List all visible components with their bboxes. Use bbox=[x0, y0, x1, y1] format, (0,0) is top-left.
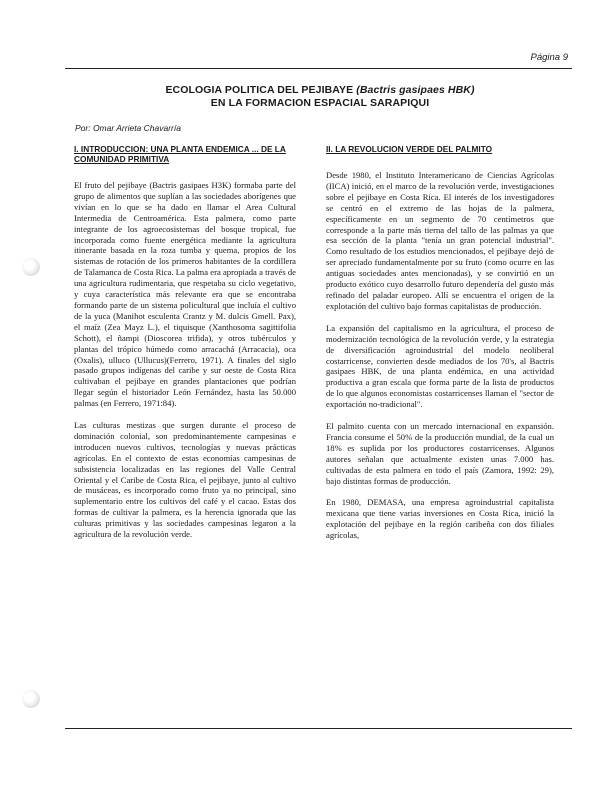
title-scientific-name: (Bactris gasipaes HBK) bbox=[356, 84, 475, 96]
paragraph: Desde 1980, el Instituto Interamericano de Ciencias Agrícolas (IICA) inició, en el marco de la revolución verde, investigaciones sobre el pejibaye en Costa Rica. El interés de los investigadores se centró en el extremo de las hojas de la palmera, específicamente en un segmento de 70 centímetros que corresponde a la parte más tierna del tallo de las palmas ya que esa sección de la planta "tenía un gran potencial industrial". Como resultado de los estudios mencionados, el pejibaye dejó de ser apreciado fundamentalmente por su fruto (como ocurre en las antiguas sociedades antes mencionadas), y se convirtió en un producto exótico cuyo desarrollo futuro dependería del gusto más refinado del paladar europeo. Allí se encuentra el origen de la explotación del cultivo bajo formas capitalistas de producción. bbox=[326, 170, 554, 311]
section-heading-2: II. LA REVOLUCION VERDE DEL PALMITO bbox=[326, 144, 493, 154]
paragraph: Las culturas mestizas que surgen durante el proceso de dominación colonial, son predominantemente campesinas e introducen nuevos cultivos, tecnologías y nuevas prácticas agrícolas. En el contexto de estas economías campesinas de subsistencia localizadas en las regiones del Valle Central Oriental y el Caribe de Costa Rica, el pejibaye, junto al cultivo de musáceas, es incorporado como fruto ya no principal, sino suplementario entre los cultivos del café y el cacao. Estas dos formas de cultivar la palmera, es la herencia ignorada que las culturas primitivas y las sociedades campesinas legaron a la agricultura de la revolución verde. bbox=[74, 420, 296, 540]
left-column bbox=[74, 144, 296, 551]
author-byline: Por: Omar Arrieta Chavarría bbox=[75, 123, 181, 133]
paragraph: El fruto del pejibaye (Bactris gasipaes H3K) formaba parte del grupo de alimentos que suplían a las sociedades aborígenes que vivían en lo que se ha dado en llamar el Area Cultural Intermedia de Centroamérica. Esta palmera, como parte integrante de los agroecosistemas del bosque tropical, fue incorporada como fuente energética mediante la agricultura itinerante basada en la roza tumba y quema, propios de los sistemas de rotación de los primeros habitantes de la cordillera de Talamanca de Costa Rica. La palma era apropiada a través de una agricultura rudimentaria, que respetaba su ciclo vegetativo, y cuya característica más relevante era que se encontraba formando parte de un sistema policultural que incluía el cultivo de la yuca (Manihot esculenta Crantz y M. dulcis Gmell. Pax), el maíz (Zea Mayz L.), el tiquisque (Xanthosoma sagittifolia Schott), el ñampi (Dioscorea trifida), y otros tubérculos y plantas del trópico húmedo como arracachá (Arracacia), oca (Oxalis), ulluco (Ullucus)(Ferrero, 1971). A finales del siglo pasado grupos indígenas del caribe y sur oeste de Costa Rica cultivaban el pejibaye en grandes plantaciones que podrían llegar según el historiador León Fernández, hasta las 50.000 palmas (en Ferrero, 1971:84). bbox=[74, 180, 296, 409]
section-heading-1: I. INTRODUCCION: UNA PLANTA ENDEMICA ... DE LA COMUNIDAD PRIMITIVA bbox=[74, 144, 286, 164]
paragraph: En 1980, DEMASA, una empresa agroindustrial capitalista mexicana que tiene varias inversiones en Costa Rica, inició la explotación del pejibaye en la región caribeña con dos filiales agrícolas, bbox=[326, 497, 554, 541]
page-number: Página 9 bbox=[530, 52, 568, 63]
paragraph: La expansión del capitalismo en la agricultura, el proceso de modernización tecnológica de la revolución verde, y la estrategia de diversificación agroindustrial del modelo neoliberal costarricense, convierten desde mediados de los 70's, al Bactris gasipaes HBK, de una planta endémica, en una actividad productiva a gran escala que forma parte de la lista de productos de lo que algunos economistas costarricenses llaman el "sector de exportación no-tradicional". bbox=[326, 322, 554, 410]
punch-hole bbox=[22, 258, 40, 276]
title-main: ECOLOGIA POLITICA DEL PEJIBAYE bbox=[165, 84, 354, 96]
right-column bbox=[326, 144, 554, 552]
paragraph: El palmito cuenta con un mercado internacional en expansión. Francia consume el 50% de la producción mundial, de la cual un 18% es suplida por los productores costarricenses. Algunos autores señalan que actualmente existen unas 7.000 has. cultivadas de esta palmera en todo el país (Zamora, 1992: 29), bajo distintas formas de producción. bbox=[326, 421, 554, 486]
header-rule bbox=[65, 68, 572, 69]
title-line-2: EN LA FORMACION ESPACIAL SARAPIQUI bbox=[210, 97, 430, 109]
footer-rule bbox=[65, 728, 572, 729]
punch-hole bbox=[22, 690, 40, 708]
article-title bbox=[80, 84, 560, 110]
